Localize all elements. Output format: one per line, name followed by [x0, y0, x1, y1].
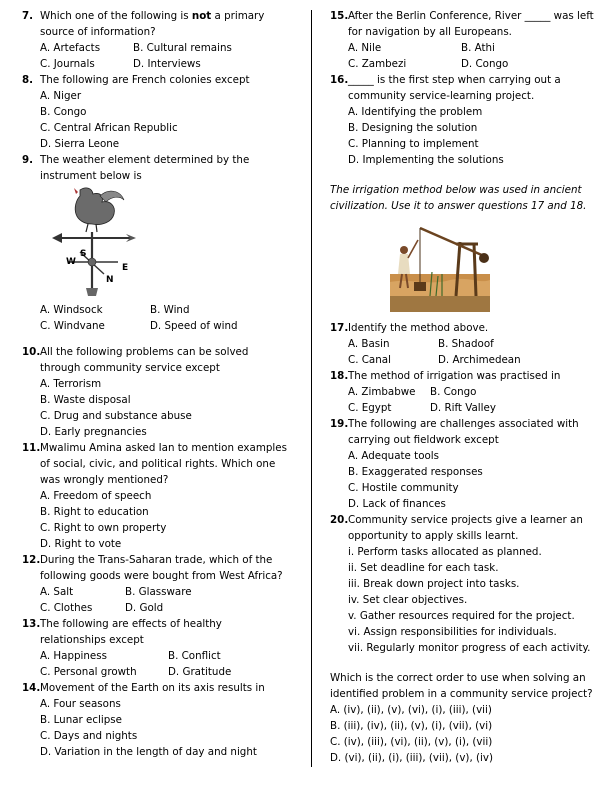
question-19	[330, 416, 602, 512]
question-number: 17.	[330, 322, 349, 334]
options-row	[348, 56, 602, 72]
option-b[interactable]: B. Glassware	[125, 586, 192, 598]
option-c[interactable]: C. Zambezi	[348, 58, 407, 70]
question-14	[22, 680, 290, 760]
option-d[interactable]: D. Speed of wind	[150, 320, 238, 332]
option-d[interactable]: D. Congo	[461, 58, 509, 70]
option-a[interactable]: A. Artefacts	[40, 42, 101, 54]
option-d[interactable]: D. Variation in the length of day and night	[40, 746, 257, 758]
question-text: _____ is the first step when carrying out a community service-learning project.	[348, 74, 561, 102]
option-b[interactable]: B. Waste disposal	[40, 394, 131, 406]
question-7	[22, 8, 290, 72]
option-b[interactable]: B. Shadoof	[438, 338, 494, 350]
question-20	[330, 512, 602, 656]
option-a[interactable]: A. Nile	[348, 42, 382, 54]
question-number: 11.	[22, 442, 41, 454]
question-text: Mwalimu Amina asked Ian to mention examples of social, civic, and political rights. Which one was wrongly mentioned?	[40, 442, 287, 486]
question-text: The following are French colonies except	[40, 74, 250, 86]
question-text: The following are effects of healthy relationships except	[40, 618, 222, 646]
option-c[interactable]: C. (iv), (iii), (vi), (ii), (v), (i), (vii)	[330, 736, 493, 748]
options-row	[348, 400, 602, 416]
option-a[interactable]: A. Adequate tools	[348, 450, 440, 462]
option-d[interactable]: D. Right to vote	[40, 538, 122, 550]
option-c[interactable]: C. Canal	[348, 354, 391, 366]
option-b[interactable]: B. Congo	[430, 386, 477, 398]
option-c[interactable]: C. Clothes	[40, 602, 93, 614]
step-item: iv. Set clear objectives.	[348, 594, 468, 606]
options-row	[40, 584, 290, 600]
question-17	[330, 320, 602, 368]
option-b[interactable]: B. (iii), (iv), (ii), (v), (i), (vii), (vi)	[330, 720, 493, 732]
option-c[interactable]: C. Journals	[40, 58, 95, 70]
options-row	[40, 600, 290, 616]
option-c[interactable]: C. Drug and substance abuse	[40, 410, 192, 422]
question-20-prompt: Which is the correct order to use when solving an identified problem in a community service project?	[330, 672, 593, 700]
options-row	[40, 648, 290, 664]
question-number: 7.	[22, 10, 34, 22]
question-number: 12.	[22, 554, 41, 566]
question-text: Identify the method above.	[348, 322, 489, 334]
option-b[interactable]: B. Wind	[150, 304, 190, 316]
option-d[interactable]: D. Interviews	[133, 58, 201, 70]
question-number: 14.	[22, 682, 41, 694]
step-item: ii. Set deadline for each task.	[348, 562, 499, 574]
question-18	[330, 368, 602, 416]
option-c[interactable]: C. Right to own property	[40, 522, 167, 534]
options-row	[348, 352, 602, 368]
question-12	[22, 552, 290, 616]
shadoof-icon	[390, 222, 490, 312]
question-number: 20.	[330, 514, 349, 526]
step-item: v. Gather resources required for the project.	[348, 610, 575, 622]
irrigation-intro: The irrigation method below was used in ancient civilization. Use it to answer questions 17 and 18.	[330, 184, 587, 212]
question-text: During the Trans-Saharan trade, which of the following goods were bought from West Africa?	[40, 554, 283, 582]
question-number: 13.	[22, 618, 41, 630]
options-row	[348, 336, 602, 352]
question-13	[22, 616, 290, 680]
direction-e: E	[122, 263, 129, 273]
option-b[interactable]: B. Lunar eclipse	[40, 714, 122, 726]
question-16	[330, 72, 602, 168]
option-c[interactable]: C. Planning to implement	[348, 138, 479, 150]
option-a[interactable]: A. (iv), (ii), (v), (vi), (i), (iii), (vii)	[330, 704, 492, 716]
option-b[interactable]: B. Exaggerated responses	[348, 466, 483, 478]
question-number: 9.	[22, 154, 34, 166]
options-row	[40, 302, 290, 318]
options-row	[40, 664, 290, 680]
question-text: The method of irrigation was practised in	[348, 370, 561, 382]
option-d[interactable]: D. Rift Valley	[430, 402, 496, 414]
question-text: Movement of the Earth on its axis results in	[40, 682, 265, 694]
option-a[interactable]: A. Basin	[348, 338, 390, 350]
question-text: All the following problems can be solved through community service except	[40, 346, 249, 374]
question-8	[22, 72, 290, 152]
direction-n: N	[106, 275, 114, 285]
direction-w: W	[66, 257, 76, 267]
step-item: i. Perform tasks allocated as planned.	[348, 546, 542, 558]
question-11	[22, 440, 290, 552]
option-b[interactable]: B. Designing the solution	[348, 122, 478, 134]
question-text: The weather element determined by the instrument below is	[40, 154, 250, 182]
option-b[interactable]: B. Congo	[40, 106, 87, 118]
question-15	[330, 8, 602, 72]
option-c[interactable]: C. Personal growth	[40, 666, 137, 678]
question-text: The following are challenges associated with carrying out fieldwork except	[348, 418, 579, 446]
question-number: 15.	[330, 10, 349, 22]
right-column	[330, 8, 602, 766]
option-c[interactable]: C. Egypt	[348, 402, 392, 414]
options-row	[40, 318, 290, 334]
option-b[interactable]: B. Athi	[461, 42, 495, 54]
left-column	[22, 8, 290, 760]
question-number: 10.	[22, 346, 41, 358]
option-b[interactable]: B. Right to education	[40, 506, 149, 518]
option-d[interactable]: D. Early pregnancies	[40, 426, 147, 438]
question-number: 16.	[330, 74, 349, 86]
question-9	[22, 152, 290, 334]
option-a[interactable]: A. Four seasons	[40, 698, 121, 710]
option-a[interactable]: A. Niger	[40, 90, 82, 102]
shadoof-figure	[330, 222, 602, 314]
steps-list	[348, 544, 602, 656]
option-a[interactable]: A. Freedom of speech	[40, 490, 152, 502]
option-a[interactable]: A. Happiness	[40, 650, 107, 662]
windvane-figure	[40, 184, 290, 302]
column-divider	[311, 10, 312, 767]
option-a[interactable]: A. Identifying the problem	[348, 106, 483, 118]
question-text: Which one of the following is not a primary source of information?	[40, 10, 265, 38]
option-d[interactable]: D. Implementing the solutions	[348, 154, 504, 166]
option-d[interactable]: D. Archimedean	[438, 354, 521, 366]
option-d[interactable]: D. Lack of finances	[348, 498, 446, 510]
question-number: 18.	[330, 370, 349, 382]
emphasis-not: not	[191, 10, 212, 22]
option-c[interactable]: C. Windvane	[40, 320, 105, 332]
option-d[interactable]: D. Sierra Leone	[40, 138, 120, 150]
question-number: 19.	[330, 418, 349, 430]
options-row	[348, 384, 602, 400]
options-row	[40, 40, 290, 56]
question-text: Community service projects give a learner an opportunity to apply skills learnt.	[348, 514, 583, 542]
option-a[interactable]: A. Terrorism	[40, 378, 102, 390]
options-row	[348, 40, 602, 56]
windvane-icon	[40, 184, 160, 302]
options-row	[40, 56, 290, 72]
option-d[interactable]: D. (vi), (ii), (i), (iii), (vii), (v), (iv)	[330, 752, 493, 764]
option-a[interactable]: A. Salt	[40, 586, 74, 598]
step-item: iii. Break down project into tasks.	[348, 578, 520, 590]
option-d[interactable]: D. Gratitude	[168, 666, 232, 678]
question-text: After the Berlin Conference, River _____ was left for navigation by all Europeans.	[348, 10, 594, 38]
option-b[interactable]: B. Conflict	[168, 650, 221, 662]
option-b[interactable]: B. Cultural remains	[133, 42, 232, 54]
step-item: vii. Regularly monitor progress of each activity.	[348, 642, 591, 654]
option-c[interactable]: C. Central African Republic	[40, 122, 178, 134]
step-item: vi. Assign responsibilities for individuals.	[348, 626, 557, 638]
option-c[interactable]: C. Hostile community	[348, 482, 459, 494]
option-a[interactable]: A. Zimbabwe	[348, 386, 416, 398]
option-a[interactable]: A. Windsock	[40, 304, 103, 316]
direction-s: S	[80, 249, 87, 259]
question-10	[22, 344, 290, 440]
question-number: 8.	[22, 74, 34, 86]
option-d[interactable]: D. Gold	[125, 602, 164, 614]
option-c[interactable]: C. Days and nights	[40, 730, 138, 742]
